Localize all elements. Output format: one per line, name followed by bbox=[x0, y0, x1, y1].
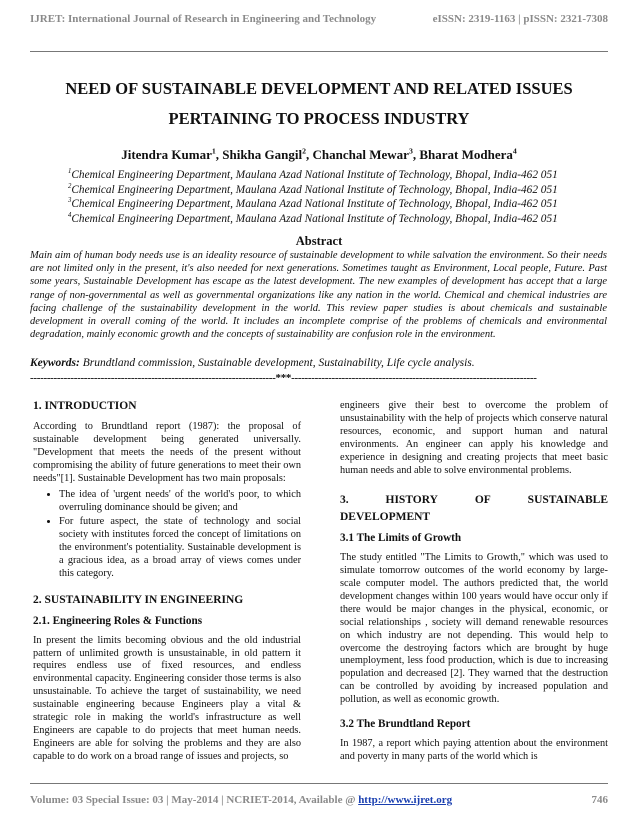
continued-paragraph: engineers give their best to overcome the problem of unsustainability with the help of projects which conserve natural resources, economic, and support human and natural environments. An engineer can apply his knowledge and experience in designing and creating projects that meet basic human needs and able to solve environmental problems. bbox=[340, 400, 608, 476]
issn-info: eISSN: 2319-1163 | pISSN: 2321-7308 bbox=[432, 13, 608, 25]
running-header bbox=[30, 11, 608, 52]
right-column bbox=[340, 400, 608, 768]
left-column bbox=[33, 400, 301, 768]
author-sup: 1 bbox=[211, 146, 216, 156]
author-list: Jitendra Kumar$^1$, Shikha Gangil$^2$, Chanchal Mewar$^3$, Bharat Modhera$^4$ bbox=[121, 146, 517, 162]
journal-name: IJRET: International Journal of Research in Engineering and Technology bbox=[30, 13, 377, 25]
journal-website-link[interactable]: http://www.ijret.org bbox=[358, 794, 453, 806]
author-sup: 4 bbox=[512, 146, 517, 156]
history-word: 3. bbox=[340, 494, 349, 507]
affiliation bbox=[68, 168, 608, 183]
limits-of-growth-paragraph: The study entitled "The Limits to Growth," which was used to simulate tomorrow outcomes of the world economy by large-scale computer model. The authors predicted that, the world development changes within 100 years would have occur only if there would be major changes in the physical, economic, or social relationships , society will demand renewable resources on which industry are not depending. This would help to overcome the destroying factors which are brought by huge unemployment, less food production, which is due to increasing population and decreased [2]. They warned that the destruction can be controlled by avoiding by increased population and pollution, as well as economic growth. bbox=[340, 552, 608, 706]
history-word: OF bbox=[474, 494, 491, 507]
author-name: Shikha Gangil bbox=[222, 147, 303, 162]
engineering-roles-paragraph: In present the limits becoming obvious and the old industrial pattern of unlimited growth is unsustainable, in old pattern it requires endless use of fixed resources, and endless environmental capacity. Engineering consider those terms is also unsustainable. To achieve the target of sustainability, we need sustainable engineering because Engineers play a vital & strategic role in making the world's infrastructure as well Engineers are capable to do projects that meet human needs. Engineers are able for solving the problems and they are also capable to do work on a broad range of issues and projects, so bbox=[33, 634, 301, 762]
page-number: 746 bbox=[591, 794, 608, 806]
brundtland-report-paragraph: In 1987, a report which paying attention about the environment and poverty in many parts of the world which is bbox=[340, 737, 608, 762]
paper-title-line-2: PERTAINING TO PROCESS INDUSTRY bbox=[168, 109, 470, 128]
keywords-label: Keywords: bbox=[30, 357, 80, 369]
keywords-text: Brundtland commission, Sustainable development, Sustainability, Life cycle analysis. bbox=[79, 357, 475, 369]
affiliation-text: Chemical Engineering Department, Maulana Azad National Institute of Technology, Bhopal, India-462 051 bbox=[71, 212, 558, 225]
running-footer bbox=[30, 783, 608, 806]
introduction-paragraph: According to Brundtland report (1987): the proposal of sustainable development being generated universally. "Development that meets the needs of the present without compromising the ability of future generations to meet their own needs"[1]. Sustainable Development has two main proposals: bbox=[33, 420, 301, 484]
subsection-heading-limits-of-growth: 3.1 The Limits of Growth bbox=[340, 532, 462, 545]
history-word: HISTORY bbox=[385, 494, 438, 507]
abstract-heading: Abstract bbox=[295, 234, 343, 248]
affiliation-sup: 3 bbox=[68, 197, 72, 205]
affiliation-text: Chemical Engineering Department, Maulana Azad National Institute of Technology, Bhopal, India-462 051 bbox=[71, 169, 558, 181]
section-heading-introduction: 1. INTRODUCTION bbox=[33, 400, 137, 412]
paper-title-line-1: NEED OF SUSTAINABLE DEVELOPMENT AND RELATED ISSUES bbox=[65, 79, 573, 98]
author-name: Jitendra Kumar bbox=[121, 147, 212, 162]
affiliation bbox=[68, 183, 608, 198]
proposal-list bbox=[33, 489, 301, 580]
affiliation-list bbox=[68, 168, 608, 226]
affiliation-sup: 2 bbox=[68, 182, 72, 190]
keywords-line bbox=[30, 357, 607, 369]
abstract-text: Main aim of human body needs use is an ideality resource of sustainable development to while salvation the environment. So their needs are not limited only in the present, it's also needed for next generations. Sometimes taught as Environment, Local people, Future. Past some years, Sustainable Development has escape as the latest development. The new examples of development has accept that a large range of non-governmental as well as governmental organizations like any nation in the world. Chemical and chemical industries are facing challenge of the sustainability development in the world. This review paper studies is about chemicals and sustainable development in overall coming of the world. It includes an incomplete comprise of the problems of chemicals and environmental degradation, mainly economic growth and the concepts of sustainability are confusion role in the environment. bbox=[30, 250, 607, 341]
author-name: Bharat Modhera bbox=[419, 147, 513, 162]
list-item: • For future aspect, the state of technology and social society with institutes forced the concept of limitations on the environment's potentiality. Sustainable development is a gracious idea, as a broad array of views comes under this category. bbox=[59, 516, 301, 581]
author-sup: 2 bbox=[302, 146, 307, 156]
affiliation-sup: 1 bbox=[68, 168, 72, 176]
affiliation-text: Chemical Engineering Department, Maulana Azad National Institute of Technology, Bhopal, India-462 051 bbox=[71, 183, 558, 196]
author-sup: 3 bbox=[408, 146, 413, 156]
author-name: Chanchal Mewar bbox=[312, 147, 409, 162]
affiliation bbox=[68, 212, 608, 227]
section-heading-sustainability: 2. SUSTAINABILITY IN ENGINEERING bbox=[33, 593, 244, 606]
affiliation-sup: 4 bbox=[68, 212, 72, 220]
list-item: • The idea of 'urgent needs' of the world's poor, to which overruling dominance should be given; and bbox=[59, 489, 301, 515]
affiliation-text: Chemical Engineering Department, Maulana Azad National Institute of Technology, Bhopal, India-462 051 bbox=[71, 198, 558, 211]
history-word: SUSTAINABLE bbox=[527, 494, 608, 507]
section-heading-history bbox=[340, 494, 608, 507]
subsection-heading-engineering-roles: 2.1. Engineering Roles & Functions bbox=[33, 614, 203, 627]
section-heading-history-line-2: DEVELOPMENT bbox=[340, 511, 431, 524]
affiliation bbox=[68, 197, 608, 212]
subsection-heading-brundtland-report: 3.2 The Brundtland Report bbox=[340, 718, 471, 731]
section-separator: -------------------------------------------------------------------------***------------------------------------------------------------------------- bbox=[30, 372, 537, 384]
footer-text: Volume: 03 Special Issue: 03 | May-2014 | NCRIET-2014, Available @ bbox=[30, 794, 359, 806]
